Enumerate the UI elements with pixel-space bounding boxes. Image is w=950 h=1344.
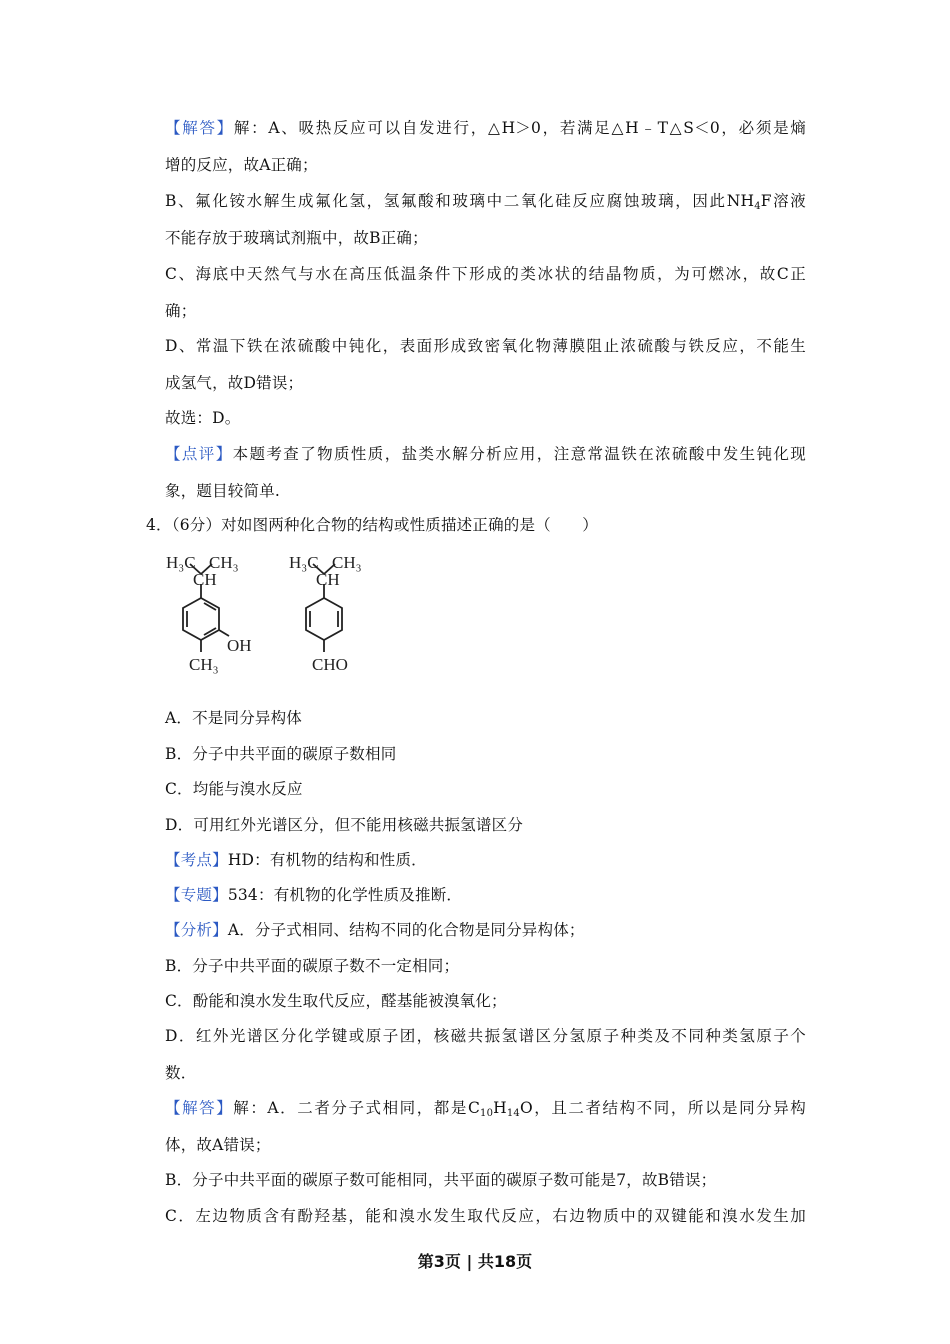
kaodian-line: 【考点】HD：有机物的结构和性质．: [165, 851, 427, 869]
jieda4-line-4: C．左边物质含有酚羟基，能和溴水发生取代反应，右边物质中的双键能和溴水发生加: [165, 1207, 806, 1225]
answer3-line-4: 不能存放于玻璃试剂瓶中，故B正确；: [165, 229, 428, 247]
option-c: C．均能与溴水反应: [165, 780, 303, 798]
answer3-line-5: C、海底中天然气与水在高压低温条件下形成的类冰状的结晶物质，为可燃冰，故C正: [165, 265, 806, 283]
option-a: A．不是同分异构体: [165, 709, 302, 727]
fenxi-line-3: C．酚能和溴水发生取代反应，醛基能被溴氧化；: [165, 992, 507, 1010]
zhuanti-tag: 【专题】: [165, 886, 228, 904]
fenxi-line-4: D．红外光谱区分化学键或原子团，核磁共振氢谱区分氢原子种类及不同种类氢原子个: [165, 1027, 806, 1045]
option-d: D．可用红外光谱区分，但不能用核磁共振氢谱区分: [165, 816, 524, 834]
left-h3c: H₃C: [166, 553, 196, 572]
right-h3c: H₃C: [289, 553, 319, 572]
right-cho: CHO: [312, 655, 348, 674]
question4-stem: 4．（6分）对如图两种化合物的结构或性质描述正确的是（ ）: [146, 516, 598, 534]
jieda-tag: 【解答】: [165, 1099, 234, 1117]
fenxi-tag: 【分析】: [165, 921, 228, 939]
left-ch3-top: CH₃: [209, 553, 239, 572]
answer3-line-1: 【解答】解：A、吸热反应可以自发进行，△H＞0，若满足△H﹣T△S＜0，必须是熵: [165, 119, 806, 137]
jieda4-line-1: 【解答】解：A．二者分子式相同，都是$C_{10}H_{14}O$，且二者结构不同，所以是同分异构: [165, 1099, 806, 1119]
kaodian-tag: 【考点】: [165, 851, 228, 869]
fenxi-line-1: 【分析】A．分子式相同、结构不同的化合物是同分异构体；: [165, 921, 585, 939]
page-footer: 第3页 | 共18页: [417, 1252, 533, 1271]
answer3-line-3: B、氟化铵水解生成氟化氢，氢氟酸和玻璃中二氧化硅反应腐蚀玻璃，因此$NH_4F$溶液: [165, 192, 806, 212]
answer3-line-6: 确；: [165, 302, 197, 320]
right-ch3-top: CH₃: [332, 553, 362, 572]
answer-tag: 【解答】: [165, 119, 234, 137]
answer3-line-9: 故选：D。: [165, 409, 241, 427]
review-tag: 【点评】: [165, 445, 233, 463]
review3-line-2: 象，题目较简单.: [165, 482, 281, 500]
right-ch: CH: [316, 570, 340, 589]
left-ch: CH: [193, 570, 217, 589]
zhuanti-line: 【专题】534：有机物的化学性质及推断．: [165, 886, 463, 904]
review3-line-1: 【点评】本题考查了物质性质，盐类水解分析应用，注意常温铁在浓硫酸中发生钝化现: [165, 445, 806, 463]
jieda4-line-3: B．分子中共平面的碳原子数可能相同，共平面的碳原子数可能是7，故B错误；: [165, 1171, 717, 1189]
fenxi-line-2: B．分子中共平面的碳原子数不一定相同；: [165, 957, 460, 975]
molecule-structures-figure: [163, 548, 393, 683]
answer3-line-8: 成氢气，故D错误；: [165, 374, 304, 392]
answer3-line-2: 增的反应，故A正确；: [165, 156, 318, 174]
left-ch3-bottom: CH₃: [189, 655, 219, 674]
jieda4-line-2: 体，故A错误；: [165, 1136, 271, 1154]
fenxi-line-5: 数．: [165, 1064, 197, 1082]
left-oh: OH: [227, 636, 252, 655]
answer3-line-7: D、常温下铁在浓硫酸中钝化，表面形成致密氧化物薄膜阻止浓硫酸与铁反应，不能生: [165, 337, 806, 355]
option-b: B．分子中共平面的碳原子数相同: [165, 745, 397, 763]
